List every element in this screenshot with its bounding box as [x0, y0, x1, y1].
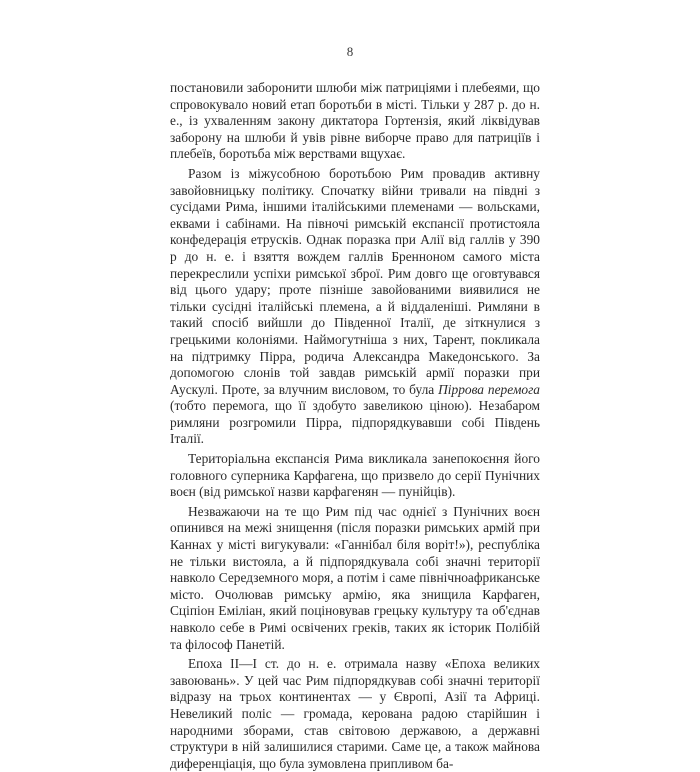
body-text: [170, 80, 540, 772]
paragraph: [170, 166, 540, 448]
paragraph: [170, 656, 540, 772]
paragraph-text: Територіальна експансія Рима викликала занепокоєння його головного суперника Карфагена, що призвело до серії Пунічних воєн (від римської назви карфагенян — пунійців).: [170, 451, 540, 500]
paragraph: [170, 504, 540, 653]
page-number: 8: [346, 44, 354, 59]
paragraph-text: Епоха II—I ст. до н. е. отримала назву «Епоха великих завоювань». У цей час Рим підпорядкував собі значні території відразу на трьох континентах — у Європі, Азії та Африці. Невеликий поліс — громада, керована радою старійшин і народними зборами, став світовою державою, а державні структури в ній залишилися старими. Саме це, а також майнова диференціація, що була зумовлена припливом ба-: [170, 656, 540, 771]
paragraph-text: постановили заборонити шлюби між патриціями і плебеями, що спровокувало новий етап боротьби в місті. Тільки у 287 р. до н. е., із ухваленням закону диктатора Гортензія, який ліквідував заборону на шлюби й увів рівне виборче право для патриціїв і плебеїв, боротьба між верствами вщухає.: [170, 80, 540, 162]
paragraph: [170, 451, 540, 501]
paragraph-text: Незважаючи на те що Рим під час однієї з Пунічних воєн опинився на межі знищення (після поразки римських армій при Каннах у місті вигукували: «Ганнібал біля воріт!»), республіка не тільки вистояла, а й підпорядкувала собі значні території навколо Середземного моря, а потім і саме північноафриканське місто. Очолював римську армію, яка знищила Карфаген, Сціпіон Еміліан, який поціновував грецьку культуру та об'єднав навколо себе в Римі освічених греків, таких як історик Полібій та філософ Панетій.: [170, 503, 540, 652]
paragraph-text: Разом із міжусобною боротьбою Рим провадив активну завойовницьку політику. Спочатку війни тривали на півдні з сусідами Рима, іншими італійськими племенами — вольсками, еквами і сабінами. На півночі римській експансії протистояла конфедерація етрусків. Однак поразка при Алії від галлів у 390 р до н. е. і взяття вождем галлів Бренноном самого міста перекреслили успіхи римської зброї. Рим довго ще оговтувався від цього удару; проте пізніше завойованими виявилися не тільки сусідні італійські племена, а й віддаленіші. Римляни в такий спосіб вийшли до Південної Італії, де зіткнулися з грецькими колоніями. Наймогутніша з них, Тарент, покликала на підтримку Пірра, родича Александра Македонського. За допомогою слонів той завдав римській армії поразки при Аускулі. Проте, за влучним висловом, то була: [170, 165, 540, 397]
italic-term: Піррова перемога: [438, 381, 540, 397]
paragraph-text: (тобто перемога, що її здобуто завеликою ціною). Незабаром римляни розгромили Пірра, підпорядкувавши собі Південь Італії.: [170, 398, 540, 447]
paragraph: [170, 80, 540, 163]
